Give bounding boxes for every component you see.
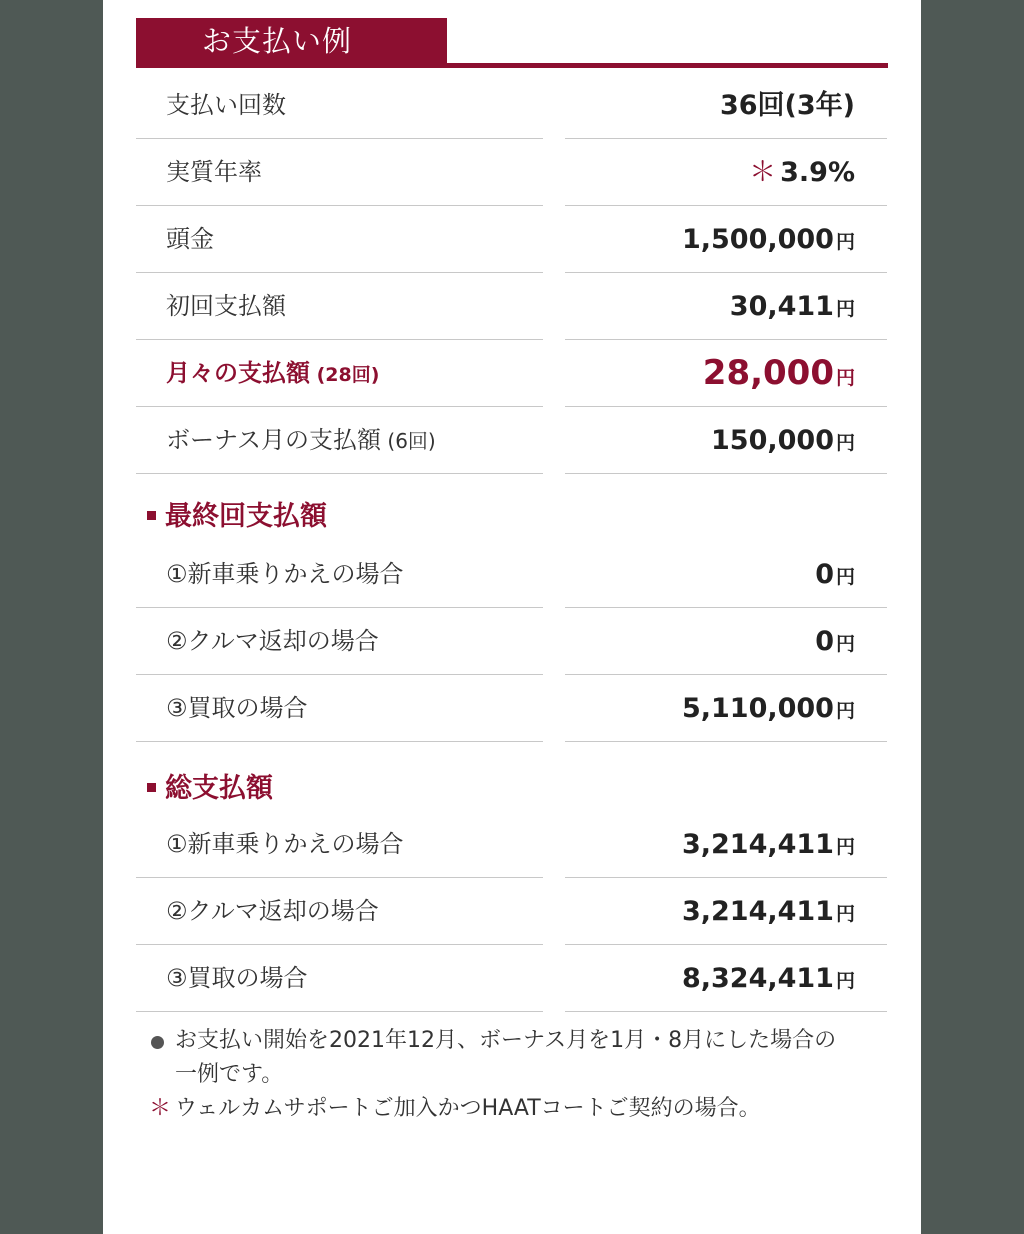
row-label: ①新車乗りかえの場合: [166, 560, 404, 588]
row-final-buyout: [136, 675, 887, 742]
footnote-example: [149, 1024, 889, 1092]
footnote-text: ウェルカムサポートご加入かつHAATコートご契約の場合。: [175, 1096, 761, 1121]
row-label: ③買取の場合: [166, 694, 308, 722]
row-value: 36回(3年): [719, 90, 855, 121]
row-label: ボーナス月の支払額 (6回): [166, 426, 436, 454]
asterisk-mark: ＊: [749, 157, 777, 188]
divider: [565, 473, 887, 474]
row-annual-rate: [136, 139, 887, 206]
header-underline: [136, 63, 888, 68]
divider: [565, 741, 887, 742]
row-label: 支払い回数: [166, 91, 286, 119]
row-monthly-payment: [136, 340, 887, 407]
row-total-return: [136, 878, 887, 945]
row-first-payment: [136, 273, 887, 340]
row-label: ①新車乗りかえの場合: [166, 830, 404, 858]
section-header: [136, 18, 888, 68]
row-value: 150,000 円: [711, 425, 855, 456]
header-title: お支払い例: [136, 18, 447, 65]
footnote-condition: [149, 1092, 889, 1126]
row-label: ②クルマ返却の場合: [166, 897, 379, 925]
square-bullet-icon: [147, 783, 156, 792]
row-label: 月々の支払額 (28回): [166, 359, 380, 387]
payment-example-panel: [103, 0, 921, 1234]
total-payment-heading: 総支払額: [147, 769, 273, 809]
row-value: 1,500,000 円: [681, 224, 855, 255]
footnote-text-line2: 一例です。: [175, 1062, 284, 1087]
row-value: 0 円: [815, 559, 855, 590]
row-value: 3,214,411 円: [681, 829, 855, 860]
row-label: 頭金: [166, 225, 214, 253]
row-value: 30,411 円: [729, 291, 855, 322]
row-value: 8,324,411 円: [681, 963, 855, 994]
bullet-dot-icon: [151, 1036, 164, 1049]
row-final-trade-in: [136, 541, 887, 608]
row-label: ③買取の場合: [166, 964, 308, 992]
row-value: 0 円: [815, 626, 855, 657]
asterisk-mark: ＊: [149, 1096, 172, 1121]
footnotes: [149, 1024, 889, 1126]
divider: [136, 741, 543, 742]
row-value: ＊ 3.9%: [749, 157, 855, 188]
row-payment-count: [136, 72, 887, 139]
row-label: ②クルマ返却の場合: [166, 627, 379, 655]
footnote-text-line1: お支払い開始を2021年12月、ボーナス月を1月・8月にした場合の: [175, 1028, 837, 1053]
divider: [565, 1011, 887, 1012]
row-value: 3,214,411 円: [681, 896, 855, 927]
row-label: 初回支払額: [166, 292, 286, 320]
row-bonus-payment: [136, 407, 887, 474]
square-bullet-icon: [147, 511, 156, 520]
row-final-return: [136, 608, 887, 675]
final-payment-heading: 最終回支払額: [147, 497, 327, 537]
divider: [136, 1011, 543, 1012]
row-value: 5,110,000 円: [681, 693, 855, 724]
row-value: 28,000 円: [702, 353, 855, 393]
row-total-buyout: [136, 945, 887, 1012]
row-label: 実質年率: [166, 158, 262, 186]
row-down-payment: [136, 206, 887, 273]
row-total-trade-in: [136, 811, 887, 878]
divider: [136, 473, 543, 474]
